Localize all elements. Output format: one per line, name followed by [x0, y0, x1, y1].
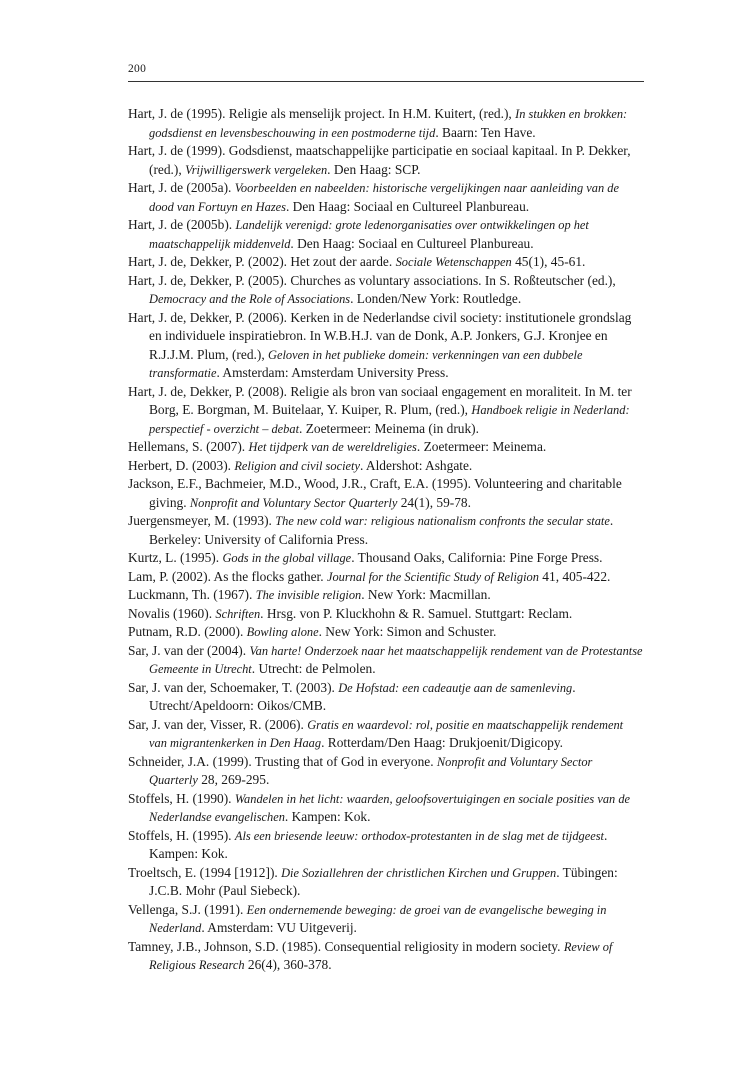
- reference-authors: Hart, J. de (1995). Religie als menselijk project. In H.M. Kuitert, (red.),: [128, 106, 516, 121]
- reference-authors: Stoffels, H. (1990).: [128, 790, 235, 806]
- reference-publisher: . Utrecht/Apeldoorn: Oikos/CMB.: [149, 679, 576, 713]
- reference-publisher: . Hrsg. von P. Kluckhohn & R. Samuel. Stuttgart: Reclam.: [260, 605, 573, 621]
- reference-authors: Troeltsch, E. (1994 [1912]).: [128, 864, 282, 880]
- reference-authors: Herbert, D. (2003).: [128, 457, 235, 473]
- reference-publisher: . Baarn: Ten Have.: [435, 124, 536, 140]
- reference-publisher: . Den Haag: Sociaal en Cultureel Planbureau.: [285, 198, 530, 214]
- reference-title: Bowling alone: [246, 625, 319, 639]
- reference-entry: [128, 790, 644, 827]
- reference-title: Gratis en waardevol: rol, positie en maatschappelijk rendement van migrantenkerken in Den Haag: [149, 717, 624, 750]
- reference-publisher: . New York: Macmillan.: [361, 587, 491, 602]
- reference-publisher: . Londen/New York: Routledge.: [350, 291, 522, 306]
- reference-authors: Schneider, J.A. (1999). Trusting that of God in everyone.: [128, 753, 437, 769]
- reference-authors: Luckmann, Th. (1967).: [128, 587, 256, 602]
- reference-title: Nonprofit and Voluntary Sector Quarterly: [149, 754, 593, 787]
- reference-authors: Hellemans, S. (2007).: [128, 439, 249, 454]
- reference-publisher: . Rotterdam/Den Haag: Drukjoenit/Digicopy.: [321, 735, 564, 750]
- reference-entry: [128, 142, 644, 179]
- reference-publisher: . Tübingen: J.C.B. Mohr (Paul Siebeck).: [149, 864, 618, 898]
- reference-title: Nonprofit and Voluntary Sector Quarterly: [189, 495, 398, 510]
- reference-authors: Lam, P. (2002). As the flocks gather.: [128, 568, 327, 584]
- reference-entry: [128, 827, 644, 864]
- reference-title: Geloven in het publieke domein: verkenningen van een dubbele transformatie: [149, 347, 583, 380]
- reference-authors: Hart, J. de (1999). Godsdienst, maatschappelijke participatie en sociaal kapitaal. In P. Dekker, (red.),: [128, 143, 631, 177]
- reference-entry: [128, 438, 644, 457]
- reference-entry: [128, 309, 644, 383]
- reference-entry: [128, 272, 644, 309]
- reference-authors: Kurtz, L. (1995).: [128, 550, 223, 565]
- reference-publisher: . Amsterdam: VU Uitgeverij.: [201, 920, 357, 935]
- page-number: 200: [128, 63, 147, 75]
- reference-title: In stukken en brokken: godsdienst en levensbeschouwing in een postmoderne tijd: [149, 107, 628, 140]
- reference-publisher: 45(1), 45-61.: [511, 254, 586, 269]
- reference-authors: Vellenga, S.J. (1991).: [128, 901, 247, 917]
- reference-title: Die Soziallehren der christlichen Kirchen und Gruppen: [281, 865, 557, 880]
- reference-publisher: . Aldershot: Ashgate.: [359, 457, 473, 473]
- reference-authors: Hart, J. de, Dekker, P. (2008). Religie als bron van sociaal engagement en moraliteit. In M. ter Borg, E. Borgman, M. Buitelaar, Y. Kuiper, R. Plum, (red.),: [128, 383, 632, 417]
- reference-title: Als een briesende leeuw: orthodox-protestanten in de slag met de tijdgeest: [234, 828, 604, 843]
- reference-entry: [128, 642, 644, 679]
- reference-authors: Hart, J. de (2005b).: [128, 217, 236, 232]
- reference-publisher: . Utrecht: de Pelmolen.: [251, 661, 376, 676]
- reference-entry: [128, 901, 644, 938]
- reference-entry: [128, 179, 644, 216]
- reference-entry: [128, 568, 644, 587]
- reference-title: Wandelen in het licht: waarden, geloofsovertuigingen en sociale posities van de Nederlandse evangelischen: [149, 791, 631, 824]
- reference-authors: Novalis (1960).: [128, 605, 216, 621]
- reference-entry: [128, 457, 644, 476]
- reference-title: The invisible religion: [255, 588, 362, 602]
- reference-publisher: 28, 269-295.: [197, 772, 270, 787]
- reference-entry: [128, 512, 644, 549]
- reference-authors: Stoffels, H. (1995).: [128, 827, 235, 843]
- reference-entry: [128, 253, 644, 272]
- reference-entry: [128, 383, 644, 439]
- reference-title: Het tijdperk van de wereldreligies: [248, 440, 417, 454]
- reference-title: De Hofstad: een cadeautje aan de samenleving: [338, 680, 573, 695]
- header-rule: [128, 81, 644, 82]
- reference-publisher: . Den Haag: Sociaal en Cultureel Planbureau.: [290, 235, 534, 251]
- reference-publisher: 24(1), 59-78.: [397, 494, 471, 510]
- reference-entry: [128, 586, 644, 605]
- reference-publisher: . Amsterdam: Amsterdam University Press.: [216, 365, 449, 380]
- reference-title: Handboek religie in Nederland: perspectief - overzicht – debat: [149, 403, 630, 436]
- reference-title: Van harte! Onderzoek naar het maatschappelijk rendement van de Protestantse Gemeente in Utrecht: [149, 643, 643, 676]
- reference-title: Landelijk verenigd: grote ledenorganisaties over ontwikkelingen op het maatschappelijk middenveld: [149, 218, 589, 251]
- reference-title: Journal for the Scientific Study of Religion: [326, 569, 539, 584]
- reference-title: Sociale Wetenschappen: [395, 255, 512, 269]
- reference-entry: [128, 716, 644, 753]
- reference-title: Voorbeelden en nabeelden: historische vergelijkingen naar aanleiding van de dood van Fortuyn en Hazes: [149, 181, 619, 214]
- reference-title: The new cold war: religious nationalism confronts the secular state: [275, 514, 610, 528]
- reference-entry: [128, 753, 644, 790]
- reference-entry: [128, 216, 644, 253]
- reference-authors: Sar, J. van der (2004).: [128, 642, 250, 658]
- reference-entry: [128, 605, 644, 624]
- reference-publisher: . Den Haag: SCP.: [327, 161, 421, 177]
- reference-title: Review of Religious Research: [149, 939, 613, 972]
- reference-publisher: 26(4), 360-378.: [244, 957, 332, 972]
- reference-entry: [128, 623, 644, 642]
- reference-title: Democracy and the Role of Associations: [149, 292, 351, 306]
- reference-authors: Hart, J. de, Dekker, P. (2005). Churches as voluntary associations. In S. Roßteutscher (ed.),: [128, 272, 616, 288]
- reference-authors: Hart, J. de (2005a).: [128, 180, 235, 195]
- reference-publisher: . New York: Simon and Schuster.: [318, 624, 497, 639]
- reference-authors: Putnam, R.D. (2000).: [128, 624, 247, 639]
- reference-publisher: . Kampen: Kok.: [149, 827, 608, 861]
- reference-publisher: . Thousand Oaks, California: Pine Forge Press.: [351, 550, 603, 565]
- reference-authors: Tamney, J.B., Johnson, S.D. (1985). Consequential religiosity in modern society.: [128, 938, 564, 954]
- reference-publisher: . Kampen: Kok.: [284, 809, 371, 824]
- reference-entry: [128, 549, 644, 568]
- reference-publisher: . Berkeley: University of California Press.: [149, 513, 614, 547]
- reference-authors: Hart, J. de, Dekker, P. (2006). Kerken in de Nederlandse civil society: institutionele grondslag en individuele inspiratiebron. In W.B.H.J. van de Donk, A.P. Jonkers, G.J. Kronjee en R.J.J.M. Plum, (red.),: [128, 309, 632, 362]
- reference-authors: Juergensmeyer, M. (1993).: [128, 513, 276, 528]
- reference-title: Gods in the global village: [222, 551, 352, 565]
- reference-entry: [128, 475, 644, 512]
- reference-title: Schriften: [215, 606, 261, 621]
- reference-publisher: . Zoetermeer: Meinema.: [416, 439, 547, 454]
- reference-publisher: . Zoetermeer: Meinema (in druk).: [299, 420, 479, 436]
- reference-title: Religion and civil society: [234, 458, 360, 473]
- reference-list: [128, 105, 644, 975]
- reference-entry: [128, 105, 644, 142]
- reference-authors: Sar, J. van der, Visser, R. (2006).: [128, 716, 308, 732]
- reference-authors: Jackson, E.F., Bachmeier, M.D., Wood, J.R., Craft, E.A. (1995). Volunteering and charitable giving.: [128, 476, 622, 510]
- reference-authors: Hart, J. de, Dekker, P. (2002). Het zout der aarde.: [128, 254, 396, 269]
- reference-entry: [128, 679, 644, 716]
- reference-title: Een ondernemende beweging: de groei van de evangelische beweging in Nederland: [149, 902, 607, 935]
- reference-entry: [128, 864, 644, 901]
- reference-publisher: 41, 405-422.: [538, 568, 611, 584]
- reference-entry: [128, 938, 644, 975]
- reference-title: Vrijwilligerswerk vergeleken: [185, 162, 328, 177]
- reference-authors: Sar, J. van der, Schoemaker, T. (2003).: [128, 679, 339, 695]
